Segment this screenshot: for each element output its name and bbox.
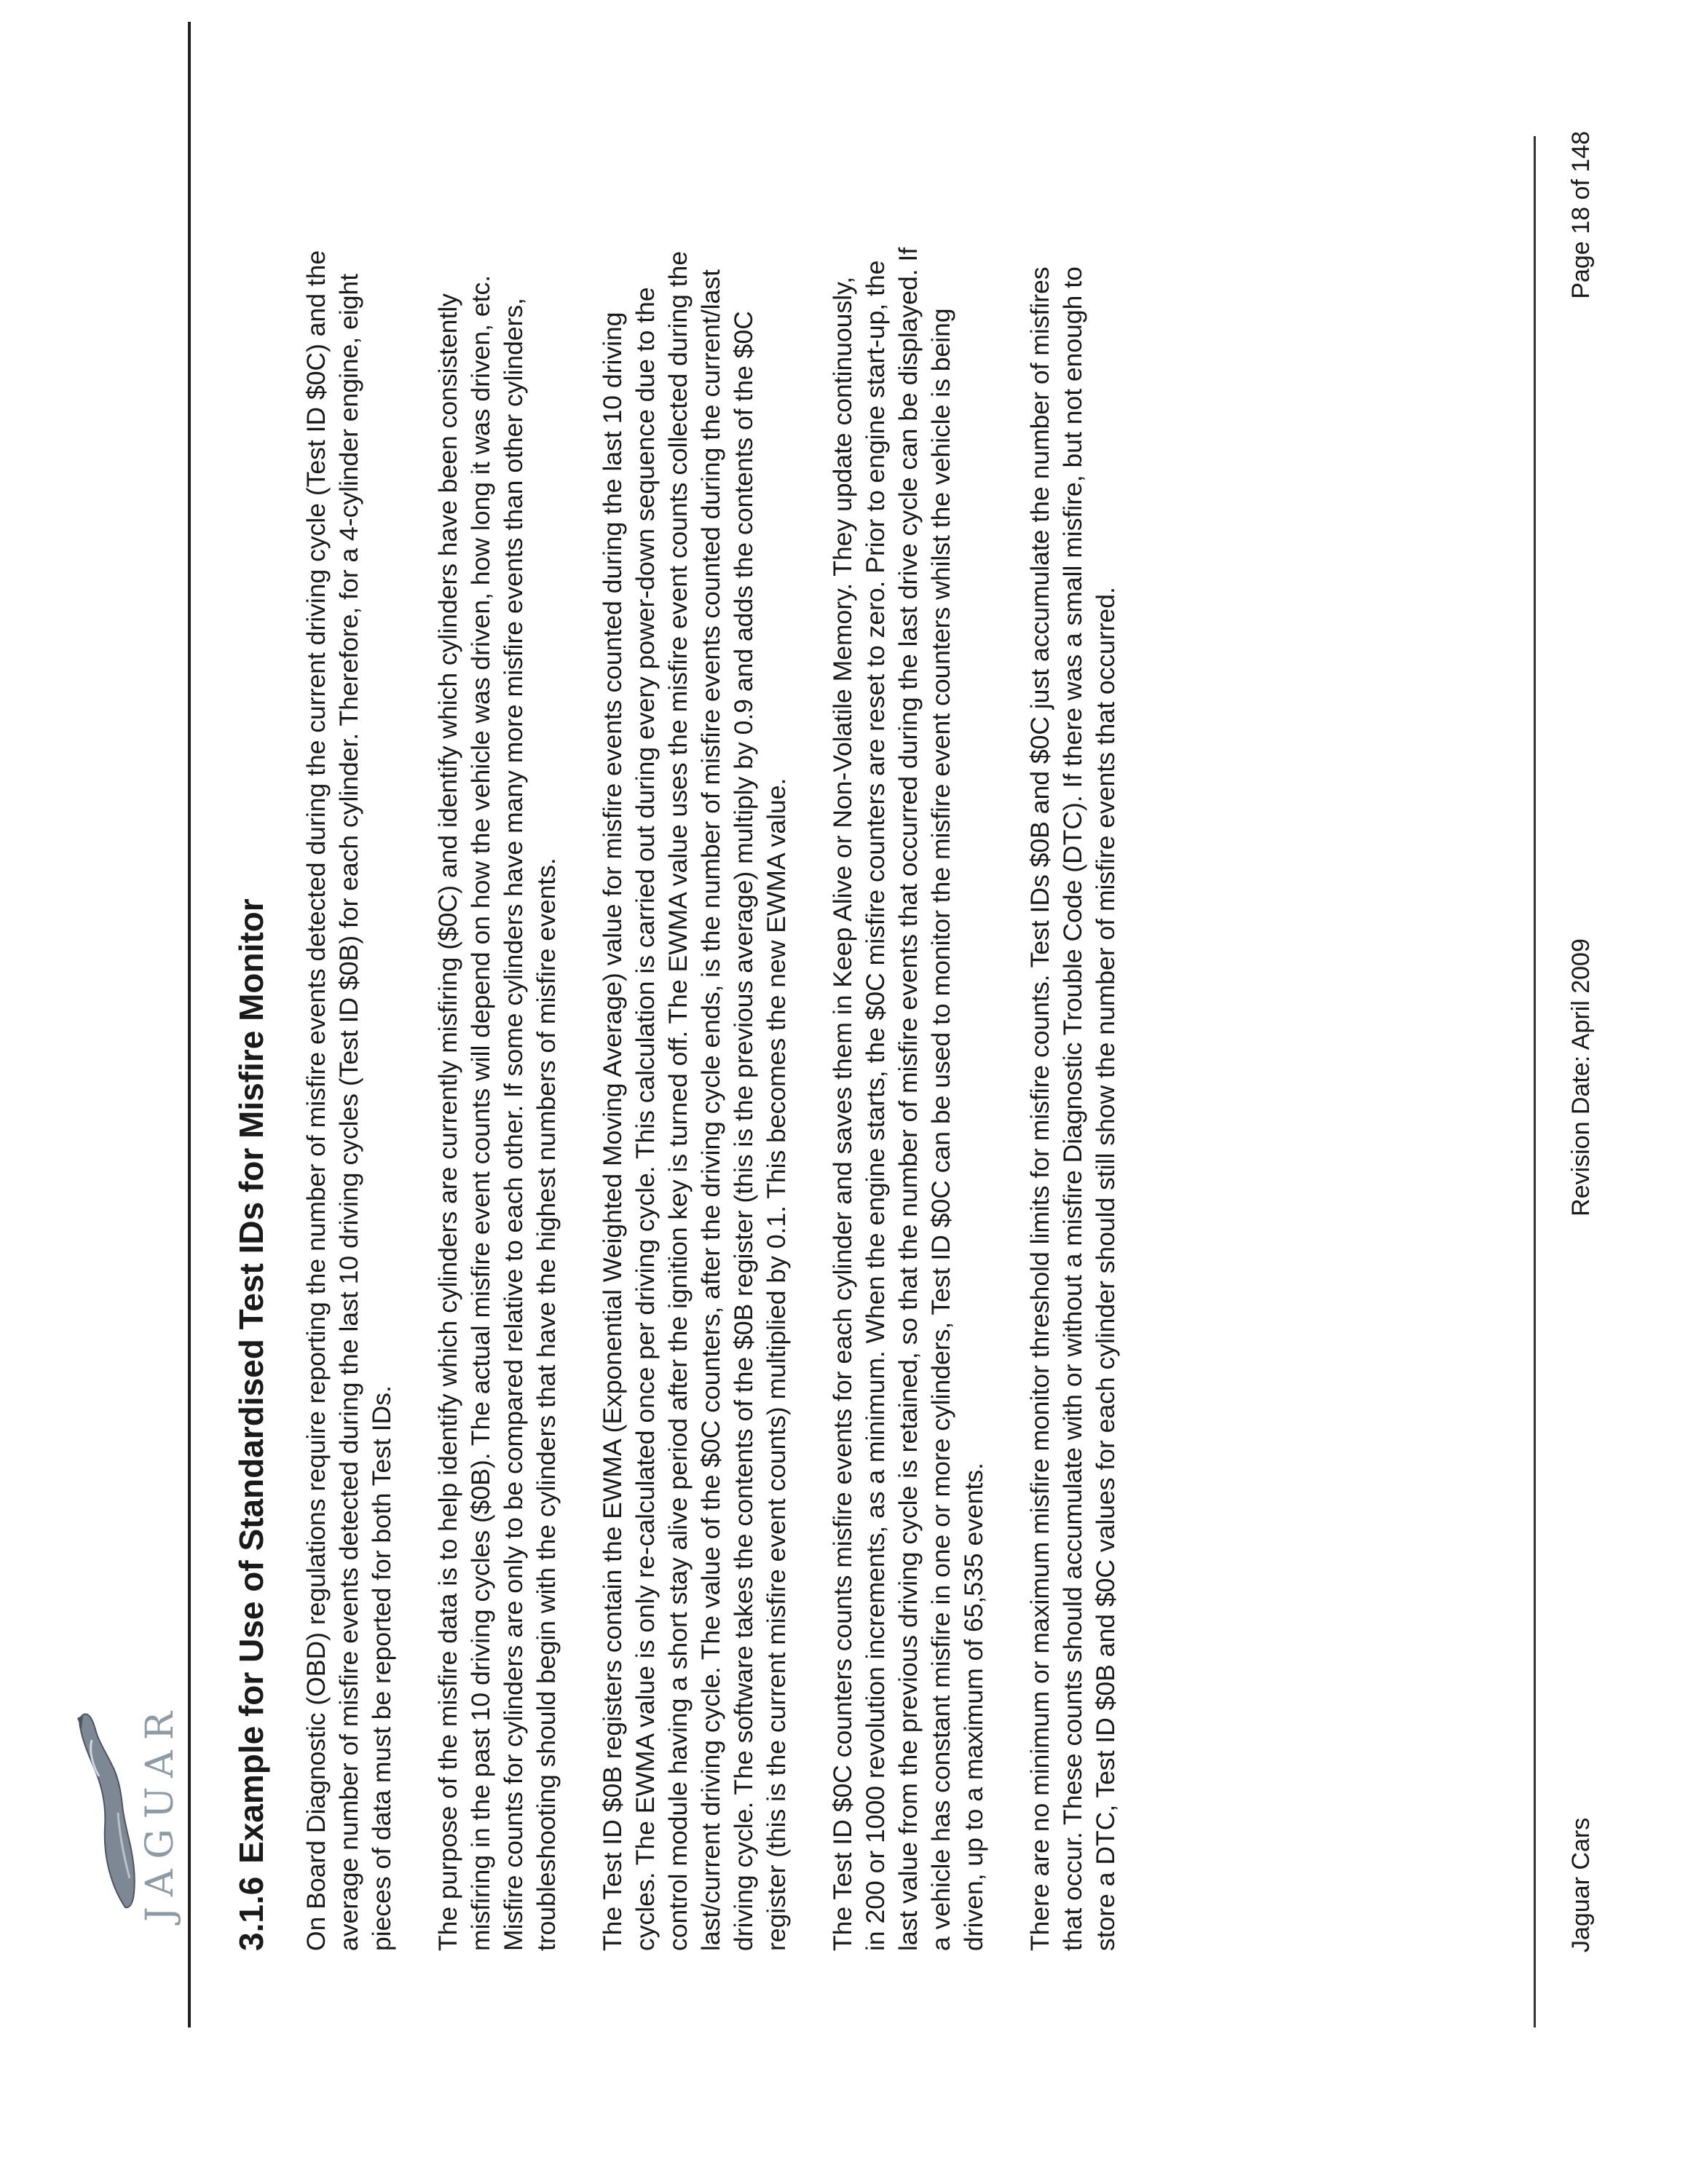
paragraph-test-id-0b: The Test ID $0B registers contain the EWMA (Exponential Weighted Moving Average) value for misfire events counted during the last 10 driving cycles. The EWMA value is only re-calculated once per driving cycle. This calculation is carried out during every power-down sequence due to the control module having a short stay alive period after the ignition key is turned off. The EWMA value uses the misfire event counts collected during the last/current driving cycle. The value of the $0C counters, after the driving cycle ends, is the number of misfire events counted during the current/last driving cycle. The software takes the contents of the $0B register (this is the previous average) multiply by 0.9 and adds the contents of the $0C register (this is the current misfire event counts) multiplied by 0.1. This becomes the new EWMA value. [598,250,791,1951]
footer-divider [1534,136,1536,2027]
footer-page-number: Page 18 of 148 [1567,131,1595,299]
paragraph-threshold-limits: There are no minimum or maximum misfire monitor threshold limits for misfire counts. Test IDs $0B and $0C just accumulate the number of misfires that occur. These counts should accumulate with or without a misfire Diagnostic Trouble Code (DTC). If there was a small misfire, but not enough to store a DTC, Test ID $0B and $0C values for each cylinder should still show the number of misfire events that occurred. [1025,266,1120,1951]
paragraph-obd-regulations: On Board Diagnostic (OBD) regulations require reporting the number of misfire events detected during the current driving cycle (Test ID $0C) and the average number of misfire events detected during the last 10 driving cycles (Test ID $0B) for each cylinder. Therefore, for a 4-cylinder engine, eight pieces of data must be reported for both Test IDs. [301,250,396,1951]
body-text [300,44,1156,1951]
paragraph-misfire-purpose: The purpose of the misfire data is to help identify which cylinders are currently misfiring ($0C) and identify which cylinders have been consistently misfiring in the past 10 driving cycles ($0B). The actual misfire event counts will depend on how the vehicle was driven, how long it was driven, etc. Misfire counts for cylinders are only to be compared relative to each other. If some cylinders have many more misfire events than other cylinders, troubleshooting should begin with the cylinders that have the highest numbers of misfire events. [433,274,561,1951]
footer-revision-date: Revision Date: April 2009 [1567,938,1595,1216]
section-title: Example for Use of Standardised Test IDs for Misfire Monitor [232,898,270,1864]
leaping-cat-icon [67,1704,147,1922]
section-number: 3.1.6 [232,1876,270,1951]
section-heading [232,58,271,1951]
header-divider [188,22,191,2027]
jaguar-logo [67,1701,184,1922]
footer-company: Jaguar Cars [1567,1817,1595,1952]
logo-wordmark: JAGUAR [138,1701,182,1922]
paragraph-test-id-0c: The Test ID $0C counters counts misfire events for each cylinder and saves them in Keep Alive or Non-Volatile Memory. They update continuously, in 200 or 1000 revolution increments, as a minimum. When the engine starts, the $0C misfire counters are reset to zero. Prior to engine start-up, the last value from the previous driving cycle is retained, so that the number of misfire events that occurred during the last drive cycle can be displayed. If a vehicle has constant misfire in one or more cylinders, Test ID $0C can be used to monitor the misfire event counters whilst the vehicle is being driven, up to a maximum of 65,535 events. [828,247,988,1951]
